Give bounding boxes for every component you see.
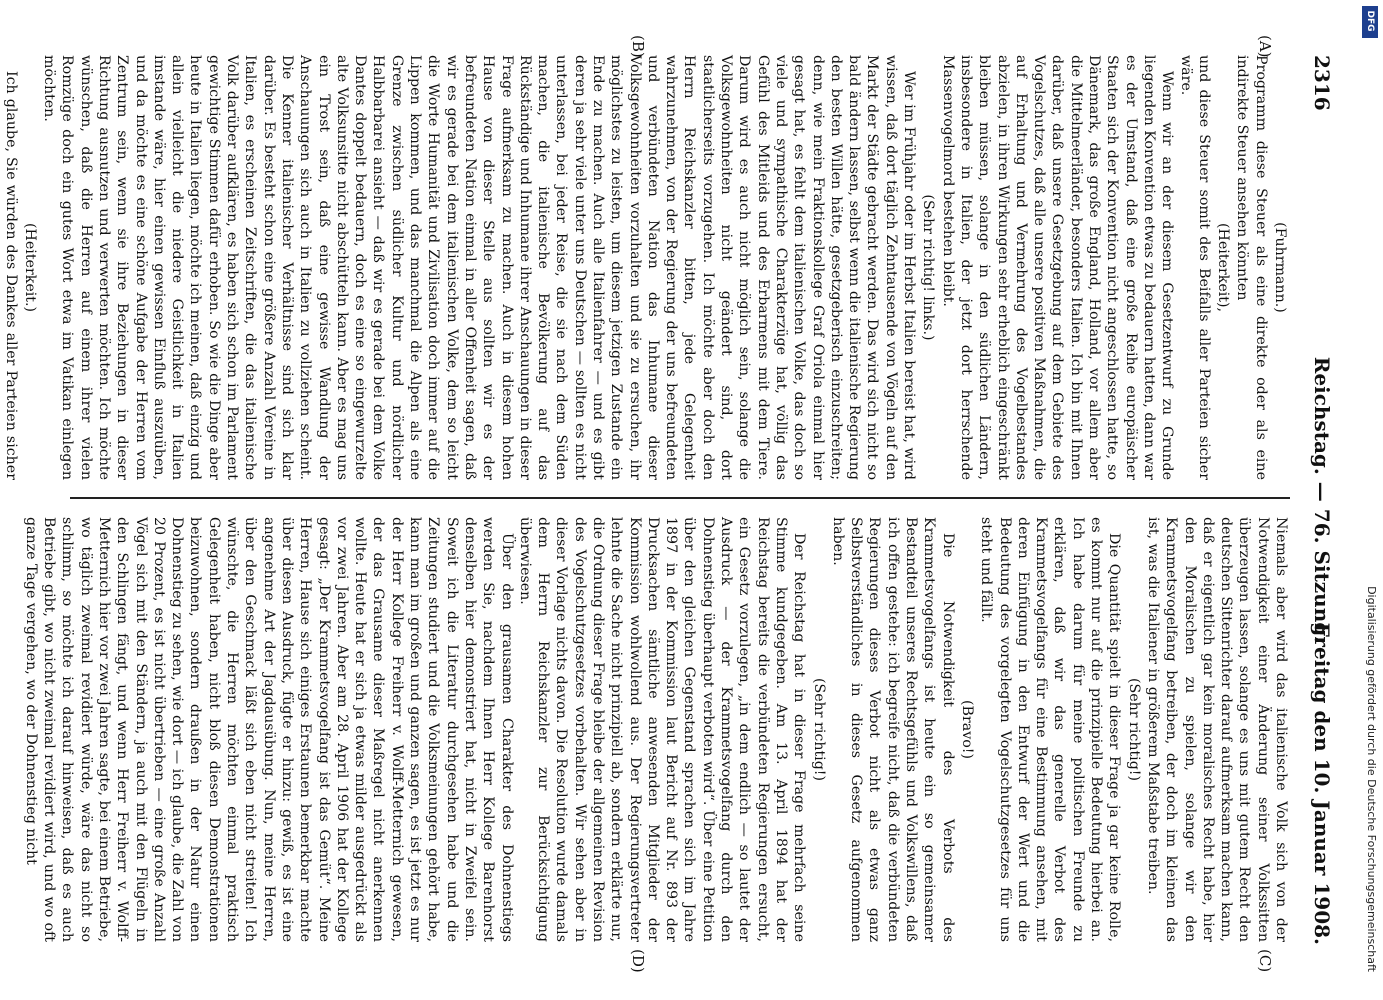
margin-marker-c: (C) (1256, 949, 1274, 973)
paragraph: Niemals aber wird das italienische Volk sich von der Notwendigkeit einer Änderung seiner Volkssitten überzeugen lassen, solange es uns mit gutem Recht den deutschen Sittenrichter darauf aufmerksam machen kann, daß er eigentlich gar kein moralisches Recht habe, hier den Moralischen zu spielen, solange wir den Krammetsvogelfang betreiben, der doch im kleinen das ist, was die Italiener in größerem Maßstabe treiben. (1144, 517, 1289, 942)
column-divider (70, 497, 1290, 499)
paragraph: Ich glaube, Sie würden des Dankes aller Parteien sicher (2, 71, 19, 480)
page-title: Reichstag. — 76. Sitzung. (1310, 356, 1334, 644)
interjection: (Heiterkeit), (1215, 223, 1232, 312)
interjection: (Sehr richtig!) (810, 677, 827, 782)
margin-marker-a: (A) (1256, 35, 1274, 58)
paragraph: Wer im Frühjahr oder im Herbst Italien bereist hat, wird wissen, daß dort täglich Zehntausende von Vögeln auf den Markt der Städte gebracht werden. Das wird sich nicht so bald ändern lassen, selbst wenn die italienische Regierung den besten Willen hätte, gesetzgeberisch einzuschreiten; denn, wie mein Fraktionskollege Graf Oriola einmal hier gesagt hat, es fehlt dem italienischen Volke, das doch so viele und sympathische Charakterzüge hat, völlig das Gefühl des Mitleids und des Erbarmens mit dem Tiere. Darum wird es auch nicht möglich sein, solange die Volksgewohnheiten nicht geändert sind, dort staatlicherseits vorzugehen. Ich möchte aber doch den Herrn Reichskanzler bitten, jede Gelegenheit wahrzunehmen, von der Regierung der uns befreundeten und verbündeten Nation das Inhumane dieser Volksgewohnheiten vorzuhalten und sie zu ersuchen, ihr möglichstes zu leisten, um diesem jetzigen Zustande ein Ende zu machen. Auch alle Italienfahrer — und es gibt deren ja sehr viele unter uns Deutschen — sollten es nicht unterlassen, bei jeder Reise, die sie nach dem Süden machen, die italienische Bevölkerung auf das Rückständige und Inhumane ihrer Anschauungen in dieser Frage aufmerksam zu machen. Auch in diesem hohen Hause von dieser Stelle aus sollten wir es der befreundeten Nation einmal in aller Offenheit sagen, daß wir es gerade bei dem italienischen Volke, dem so leicht die Worte Humanität und Zivilisation doch immer auf die Lippen kommen, und das manchmal die Alpen als eine Grenze zwischen südlicher Kultur und nördlicher Halbbarbarei ansieht — daß wir es gerade bei dem Volke Dantes doppelt bedauern, doch es eine so eingewurzelte alte Volksunsitte nicht abschütteln kann. Aber es mag uns ein Trost sein, daß eine gewisse Wandlung der Anschauungen sich auch in Italien zu vollziehen scheint. Die Kenner italienischer Verhältnisse sind sich klar darüber. Es besteht schon eine größere Anzahl Vereine in Italien, es erscheinen Zeitschriften, die das italienische Volk darüber aufklären, es haben sich schon im Parlament gewichtige Stimmen dafür erhoben. So wie die Dinge aber heute in Italien liegen, möchte ich meinen, daß einzig und allein vielleicht die niedere Geistlichkeit in Italien imstande wäre, hier einen gewissen Einfluß auszuüben, und da möchte es eine schöne Aufgabe der Herren vom Zentrum sein, wenn sie ihre Beziehungen in dieser Richtung ausnutzen und verwerten möchten. Ich möchte wünschen, daß die Herren auf einem ihrer vielen Romzüge doch ein gutes Wort etwa im Vatikan einlegen möchten. (41, 55, 918, 480)
left-text-column (2, 55, 1290, 480)
paragraph: Die Notwendigkeit des Verbots des Krammetsvogelfangs ist heute ein so gemeinsamer Bestandteil unseres Rechtsgefühls und Volkswillens, daß ich offen gestehe: ich begreife nicht, daß die verbündeten Regierungen dieses Verbot nicht als etwas ganz Selbstverständliches in dieses Gesetz aufgenommen haben. (829, 517, 956, 942)
paragraph: Über den grausamen Charakter des Dohnenstiegs werden Sie, nachdem Ihnen Herr Kollege Barenhorst denselben hier demonstriert hat, nicht in Zweifel sein. Soweit ich die Literatur durchgesehen habe und die Zeitungen studiert und die Volksmeinungen gehört habe, kann man im großen und ganzen sagen, es ist jetzt es nur der Herr Kollege Freiherr v. Wolff-Metternich gewesen, der das Grausame dieser Maßregel nicht anerkennen wollte. Heute hat er sich ja etwas milder ausgedrückt als vor zwei Jahren. Aber am 28. April 1906 hat der Kollege gesagt: „Der Krammetsvogelfang ist das Gemüt“. Meine Herren, Hause sich einiges Erstaunen bemerkbar machte über diesen Ausdruck, fügte er hinzu: gewiß, es ist eine angenehme Art der Jagdausübung. Nun, meine Herren, über den Geschmack läßt sich eben nicht streiten! Ich wünschte, die Herren möchten einmal praktisch Gelegenheit haben, nicht bloß diesen Demonstrationen beizuwohnen, sondern draußen in der Natur einen Dohnenstieg zu sehen, wie dort — ich glaube, die Zahl von 20 Prozent, es ist nicht übertrieben — eine große Anzahl Vögel sich mit den Ständern, ja auch mit den Flügeln in den Schlingen fängt, und wenn Herr Freiherr v. Wolff-Metternich hier vor zwei Jahren sagte, bei einem Betriebe, wo täglich zweimal revidiert würde, wäre das nicht so schlimm, so möchte ich darauf hinweisen, daß es auch Betriebe gibt, wo nicht zweimal revidiert wird, und wo oft ganze Tage vergehen, wo der Dohnenstieg nicht (22, 517, 515, 942)
margin-marker-d: (D) (629, 949, 647, 973)
paragraph: und diese Steuer somit des Beifalls aller Parteien sicher wäre. (1177, 55, 1212, 480)
interjection: (Heiterkeit.) (21, 223, 38, 312)
side-credit-text: Digitalisierung gefördert durch die Deutsche Forschungsgemeinschaft (1365, 586, 1378, 972)
page-header (1304, 55, 1334, 945)
page-number: 2316 (1310, 55, 1334, 111)
paragraph: Die Quantität spielt in dieser Frage ja gar keine Rolle, es kommt nur auf die prinzipielle Bedeutung hierbei an. Ich habe darum für meine politischen Freunde zu erklären, daß wir das generelle Verbot des Krammetsvogelfangs für eine Bestimmung ansehen, mit deren Einfügung in den Entwurf der Wert und die Bedeutung des vorgelegten Vogelschutzgesetzes für uns steht und fällt. (978, 517, 1123, 942)
interjection: (Bravo!) (958, 700, 975, 759)
session-date: Freitag den 10. Januar 1908. (1310, 622, 1334, 945)
interjection: (Fuhrmann.) (1272, 222, 1288, 313)
dfg-logo-text: DFG (1365, 10, 1375, 32)
interjection: (Sehr richtig!) (1125, 677, 1142, 782)
paragraph: Der Reichstag hat in dieser Frage mehrfach seine Stimme kundgegeben. Am 13. April 1894 hat der Reichstag bereits die verbündeten Regierungen ersucht, ein Gesetz vorzulegen, „in dem endlich — so lautet der Ausdruck — der Krammetsvogelfang durch den Dohnenstieg überhaupt verboten wird“. Über eine Petition über den gleichen Gegenstand sprachen sich im Jahre 1897 in der Kommission laut Bericht auf Nr. 893 der Drucksachen sämtliche anwesenden Mitglieder der Kommission wohlwollend aus. Der Regierungsvertreter lehnte die Sache nicht prinzipiell ab, sondern erklärte nur, die Ordnung dieser Frage bleibe der allgemeinen Revision des Vogelschutzgesetzes vorbehalten. Wir sehen aber in dieser Vorlage nichts davon. Die Resolution wurde damals dem Herrn Reichskanzler zur Berücksichtigung überwiesen. (516, 517, 808, 942)
paragraph: Programm diese Steuer als eine direkte oder als eine indirekte Steuer ansehen könnten (1234, 55, 1269, 480)
interjection: (Sehr richtig! links.) (920, 194, 937, 341)
paragraph: Wenn wir an der diesem Gesetzentwurf zu Grunde liegenden Konvention etwas zu bedauern hatten, dann war es der Umstand, daß eine große Reihe europäischer Staaten sich der Konvention nicht angeschlossen hatte, so Dänemark, das große England, Holland, vor allem aber die Mittelmeerländer, besonders Italien. Ich bin mit Ihnen darüber, daß unsere Gesetzgebung auf dem Gebiete des Vogelschutzes, daß alle unsere positiven Maßnahmen, die auf Erhaltung und Vermehrung des Vogelbestandes abzielen, in ihren Wirkungen sehr erheblich eingeschränkt bleiben müssen, solange in den südlichen Ländern, insbesondere in Italien, der jetzt dort herrschende Massenvogelmord bestehen bleibt. (939, 55, 1176, 480)
margin-marker-b: (B) (629, 35, 647, 58)
side-credit (1363, 12, 1379, 972)
rotated-page (2, 35, 1352, 973)
right-text-column (22, 517, 1290, 942)
